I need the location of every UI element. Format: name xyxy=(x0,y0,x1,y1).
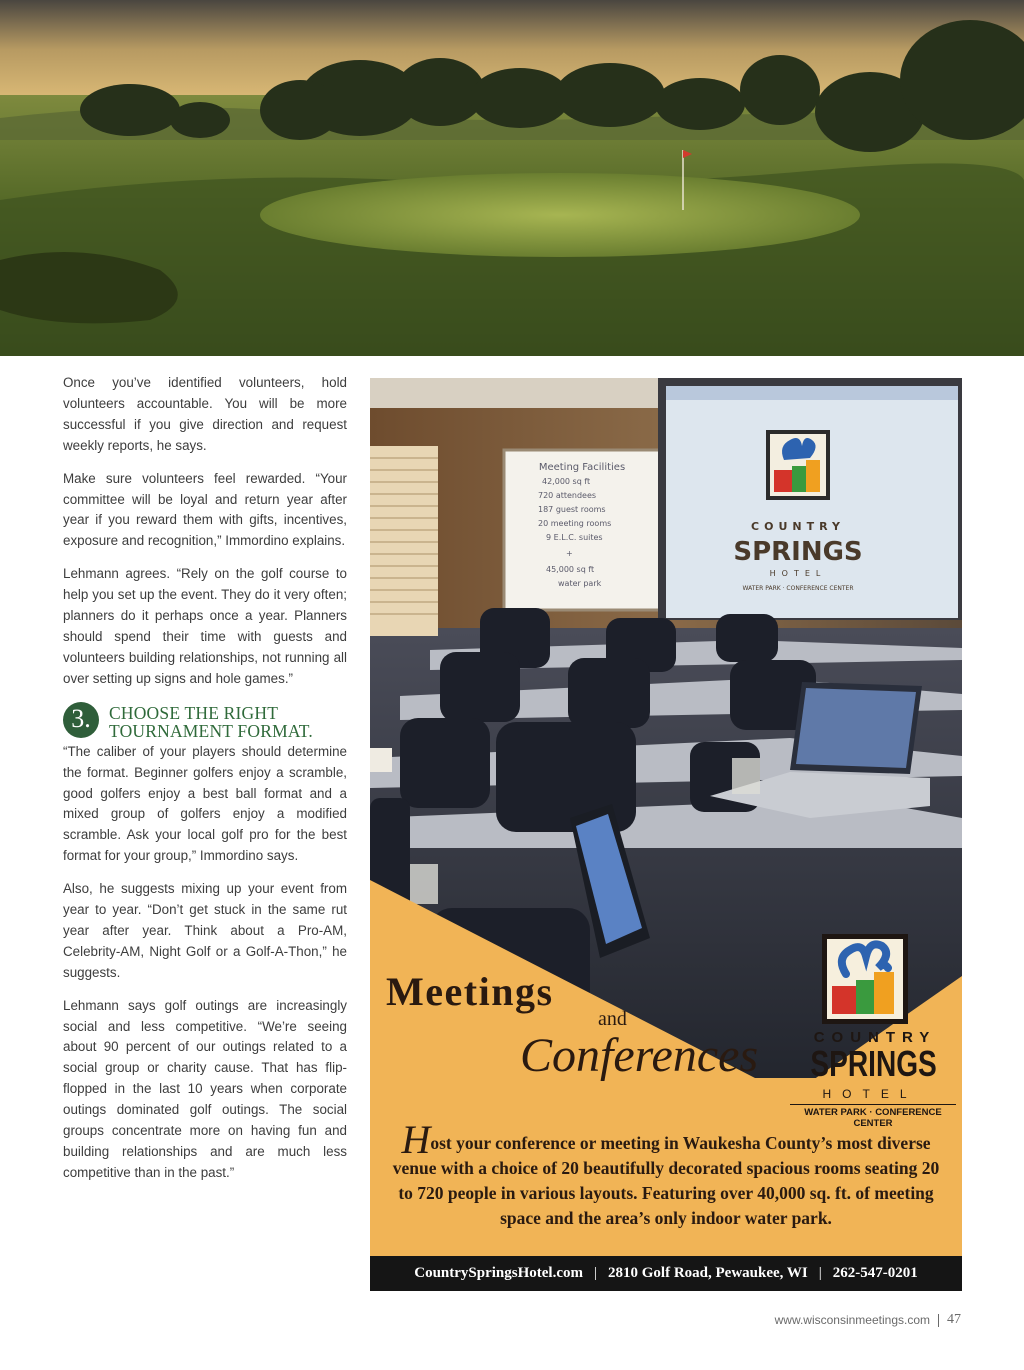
ad-phone[interactable]: 262-547-0201 xyxy=(832,1265,918,1281)
whiteboard-line: + xyxy=(566,549,573,558)
page-number: 47 xyxy=(947,1312,961,1327)
screen-logo-country: COUNTRY xyxy=(751,520,845,533)
ad-separator: | xyxy=(818,1265,822,1281)
ad-headline-conferences: Conferences xyxy=(520,1029,759,1082)
logo-country-text: COUNTRY xyxy=(813,1029,937,1046)
whiteboard-line: 45,000 sq ft xyxy=(546,565,595,574)
screen-logo-sub: WATER PARK · CONFERENCE CENTER xyxy=(742,585,854,592)
ad-address: 2810 Golf Road, Pewaukee, WI xyxy=(608,1265,808,1281)
ad-headline-and: and xyxy=(598,1008,627,1030)
article-paragraph: Lehmann says golf outings are increasingly social and less competitive. “We’re seeing about 90 percent of our outings related to a social group or charity cause. That has flip-flopped in the last 10 years when corporate outings dominated golf outings. The social groups concentrate more on having fun and building relationships and are much less competitive than in the past.” xyxy=(63,997,347,1180)
whiteboard-title: Meeting Facilities xyxy=(538,462,626,473)
ad-contact-bar xyxy=(370,1256,962,1291)
logo-hotel-text: HOTEL xyxy=(822,1087,918,1101)
whiteboard-line: 20 meeting rooms xyxy=(538,519,612,528)
screen-logo-springs: SPRINGS xyxy=(733,537,863,567)
ad-website-link[interactable]: CountrySpringsHotel.com xyxy=(414,1265,583,1281)
whiteboard-line: 42,000 sq ft xyxy=(542,477,591,486)
step-title-line: TOURNAMENT FORMAT. xyxy=(109,720,313,741)
ad-body-dropcap: H xyxy=(401,1117,431,1162)
ad-headline-meetings: Meetings xyxy=(386,969,554,1014)
ad-separator: | xyxy=(593,1265,597,1281)
step-heading xyxy=(63,702,347,740)
step-title-line: CHOOSE THE RIGHT xyxy=(109,702,279,723)
article-column xyxy=(63,373,347,1184)
article-paragraph: Once you’ve identified volunteers, hold volunteers accountable. You will be more successful if you give direction and request weekly reports, he says. xyxy=(63,375,347,453)
ad-body-text: ost your conference or meeting in Waukesha County’s most diverse venue with a choice of 20 beautifully decorated spacious rooms seating 20 to 720 people in various layouts. Featuring over 40,000 sq. ft. of meeting space and the area’s only indoor water park. xyxy=(392,1133,940,1228)
footer-website-link[interactable]: www.wisconsinmeetings.com xyxy=(774,1313,930,1327)
step-number-badge: 3. xyxy=(63,702,99,738)
logo-springs-text: SPRINGS xyxy=(810,1043,937,1084)
country-springs-advertisement xyxy=(370,378,962,1291)
article-paragraph: Lehmann agrees. “Rely on the golf course to help you set up the event. They do it very often; planners do it perhaps once a year. Planners should spend their time with guests and volunteers building relationships, not running all over setting up signs and hole games.” xyxy=(63,566,347,686)
article-paragraph: “The caliber of your players should determine the format. Beginner golfers enjoy a scramble, good golfers enjoy a best ball format and a mixed group of golfers enjoy a modified scramble. Ask your local golf pro for the best format for your group,” Immordino says. xyxy=(63,743,347,864)
country-springs-logo xyxy=(822,934,908,1024)
footer-divider xyxy=(938,1314,939,1327)
whiteboard-line: water park xyxy=(558,579,602,588)
whiteboard-line: 9 E.L.C. suites xyxy=(546,533,603,542)
golf-course-illustration xyxy=(0,0,1024,356)
logo-subtitle: WATER PARK · CONFERENCE CENTER xyxy=(790,1104,956,1129)
golf-course-photo xyxy=(0,0,1024,356)
whiteboard-line: 720 attendees xyxy=(538,491,597,500)
whiteboard-line: 187 guest rooms xyxy=(538,505,606,514)
article-paragraph: Also, he suggests mixing up your event from year to year. “Don’t get stuck in the same rut year after year. Think about a Pro-AM, Celebrity-AM, Night Golf or a Golf-A-Thon,” he suggests. xyxy=(63,881,347,980)
step-title xyxy=(109,702,313,740)
screen-logo-hotel: HOTEL xyxy=(769,569,827,578)
page-footer xyxy=(775,1312,961,1328)
article-paragraph: Make sure volunteers feel rewarded. “Your committee will be loyal and return year after year if you reward them with gifts, incentives, exposure and recognition,” Immordino explains. xyxy=(63,470,347,549)
